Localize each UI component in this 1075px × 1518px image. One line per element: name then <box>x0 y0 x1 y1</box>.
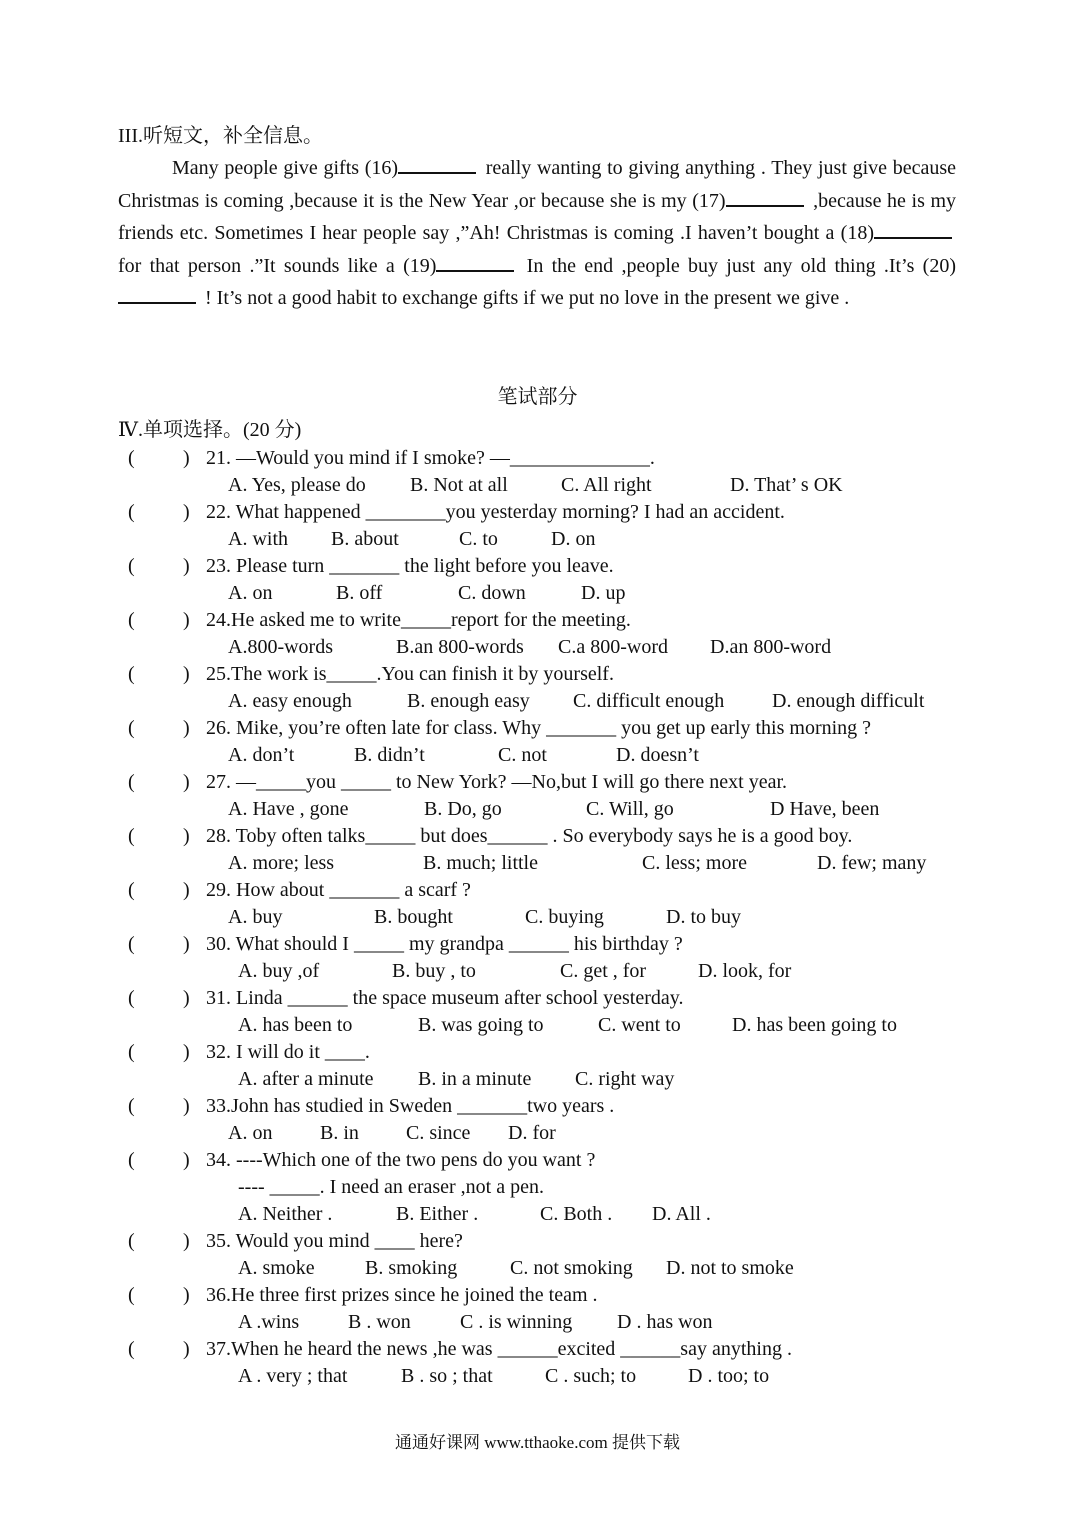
passage-text: really wanting to giving anything . They just give because Christmas is coming ,because it is the New Year ,or because she is my (17) <box>118 157 956 212</box>
written-part-title: 笔试部分 <box>497 386 578 408</box>
answer-option[interactable]: D . has won <box>617 1311 713 1333</box>
answer-option[interactable]: A. after a minute <box>238 1068 374 1090</box>
answer-paren-left[interactable]: ( <box>128 717 135 739</box>
answer-option[interactable]: A. with <box>228 528 288 550</box>
question-stem: 27. —_____you _____ to New York? —No,but I will go there next year. <box>206 771 788 793</box>
question-line <box>128 661 968 688</box>
answer-option[interactable]: B. much; little <box>423 852 538 874</box>
answer-option[interactable]: B. bought <box>374 906 453 928</box>
answer-paren-left[interactable]: ( <box>128 1284 135 1306</box>
answer-paren-right: ) <box>183 555 190 577</box>
question-stem: 37.When he heard the news ,he was ______excited ______say anything . <box>206 1338 792 1360</box>
answer-option[interactable]: D. up <box>581 582 626 604</box>
question-stem: 35. Would you mind ____ here? <box>206 1230 463 1252</box>
answer-option[interactable]: D. look, for <box>698 960 792 982</box>
answer-option[interactable]: D. has been going to <box>732 1014 897 1036</box>
question-item <box>128 1147 968 1228</box>
answer-option[interactable]: A. smoke <box>238 1257 315 1279</box>
answer-paren-right: ) <box>183 1149 190 1171</box>
answer-option[interactable]: D. doesn’t <box>616 744 699 766</box>
answer-option[interactable]: A .wins <box>238 1311 300 1333</box>
answer-option[interactable]: B. smoking <box>365 1257 458 1279</box>
question-line <box>128 607 968 634</box>
answer-paren-left[interactable]: ( <box>128 1149 135 1171</box>
answer-option[interactable]: C. All right <box>561 474 652 496</box>
answer-paren-right: ) <box>183 663 190 685</box>
footer-credit: 通通好课网 www.tthaoke.com 提供下载 <box>394 1433 681 1452</box>
answer-paren-right: ) <box>183 825 190 847</box>
answer-paren-left[interactable]: ( <box>128 1338 135 1360</box>
answer-paren-left[interactable]: ( <box>128 663 135 685</box>
listening-passage <box>118 152 956 315</box>
question-item <box>128 1093 968 1147</box>
answer-paren-right: ) <box>183 447 190 469</box>
answer-paren-right: ) <box>183 1230 190 1252</box>
answer-option[interactable]: C. since <box>406 1122 471 1144</box>
answer-paren-left[interactable]: ( <box>128 555 135 577</box>
question-stem: 21. —Would you mind if I smoke? —______________. <box>206 447 655 469</box>
question-stem: 26. Mike, you’re often late for class. Why _______ you get up early this morning ? <box>206 717 872 739</box>
answer-option[interactable]: C . such; to <box>545 1365 637 1387</box>
answer-option[interactable]: D. That’ s OK <box>730 474 843 496</box>
answer-option[interactable]: B. didn’t <box>354 744 425 766</box>
answer-option[interactable]: A. Yes, please do <box>228 474 366 496</box>
answer-paren-right: ) <box>183 987 190 1009</box>
answer-option[interactable]: D. All . <box>652 1203 711 1225</box>
question-line <box>128 931 968 958</box>
answer-option[interactable]: C. not <box>498 744 547 766</box>
question-stem: 33.John has studied in Sweden _______two years . <box>206 1095 615 1117</box>
answer-option[interactable]: B.an 800-words <box>396 636 524 658</box>
answer-blank[interactable] <box>436 254 514 272</box>
answer-paren-right: ) <box>183 879 190 901</box>
question-stem: 25.The work is_____.You can finish it by yourself. <box>206 663 614 685</box>
question-item <box>128 715 968 769</box>
passage-text: Many people give gifts (16) <box>172 157 399 179</box>
question-line <box>128 499 968 526</box>
answer-option[interactable]: B. Do, go <box>424 798 502 820</box>
answer-paren-right: ) <box>183 717 190 739</box>
answer-paren-left[interactable]: ( <box>128 933 135 955</box>
answer-paren-left[interactable]: ( <box>128 447 135 469</box>
question-item <box>128 607 968 661</box>
answer-option[interactable]: A. don’t <box>228 744 295 766</box>
answer-paren-right: ) <box>183 933 190 955</box>
options-row <box>128 742 968 769</box>
question-stem: 34. ----Which one of the two pens do you want ? <box>206 1149 596 1171</box>
question-line <box>128 1336 968 1363</box>
answer-option[interactable]: C. less; more <box>642 852 747 874</box>
question-stem: 29. How about _______ a scarf ? <box>206 879 471 901</box>
answer-paren-right: ) <box>183 771 190 793</box>
options-row <box>128 796 968 823</box>
question-item <box>128 1228 968 1282</box>
answer-option[interactable]: C. Will, go <box>586 798 674 820</box>
options-row <box>128 1012 968 1039</box>
answer-option[interactable]: B. Either . <box>396 1203 479 1225</box>
question-item <box>128 499 968 553</box>
answer-blank[interactable] <box>874 221 952 239</box>
question-stem: 22. What happened ________you yesterday morning? I had an accident. <box>206 501 785 523</box>
answer-blank[interactable] <box>726 189 804 207</box>
answer-option[interactable]: A. has been to <box>238 1014 353 1036</box>
answer-option[interactable]: C. went to <box>598 1014 681 1036</box>
answer-paren-left[interactable]: ( <box>128 501 135 523</box>
answer-option[interactable]: C.a 800-word <box>558 636 668 658</box>
answer-option[interactable]: A. buy <box>228 906 283 928</box>
answer-option[interactable]: A. Have , gone <box>228 798 349 820</box>
question-stem: 32. I will do it ____. <box>206 1041 370 1063</box>
answer-option[interactable]: D. for <box>508 1122 556 1144</box>
answer-paren-right: ) <box>183 501 190 523</box>
answer-option[interactable]: B. off <box>336 582 383 604</box>
question-line <box>128 1174 968 1201</box>
question-line <box>128 553 968 580</box>
answer-option[interactable]: B. enough easy <box>407 690 530 712</box>
options-row <box>128 1363 968 1390</box>
section3-heading: III.听短文，补全信息。 <box>118 125 323 147</box>
question-line <box>128 877 968 904</box>
answer-option[interactable]: B. in a minute <box>418 1068 532 1090</box>
question-line <box>128 985 968 1012</box>
question-stem: 28. Toby often talks_____ but does______ . So everybody says he is a good boy. <box>206 825 853 847</box>
answer-paren-left[interactable]: ( <box>128 825 135 847</box>
answer-option[interactable]: C. get , for <box>560 960 647 982</box>
answer-option[interactable]: B. Not at all <box>410 474 508 496</box>
options-row <box>128 580 968 607</box>
question-line <box>128 445 968 472</box>
section4-heading: Ⅳ.单项选择。(20 分) <box>118 419 302 441</box>
question-list <box>128 445 968 1390</box>
answer-option[interactable]: B. buy , to <box>392 960 476 982</box>
answer-paren-left[interactable]: ( <box>128 987 135 1009</box>
answer-option[interactable]: B. in <box>320 1122 359 1144</box>
answer-option[interactable]: A.800-words <box>228 636 333 658</box>
question-line <box>128 1228 968 1255</box>
question-line <box>128 1039 968 1066</box>
answer-option[interactable]: C . is winning <box>460 1311 573 1333</box>
answer-option[interactable]: D. not to smoke <box>666 1257 794 1279</box>
answer-paren-left[interactable]: ( <box>128 879 135 901</box>
passage-text: ! It’s not a good habit to exchange gifts if we put no love in the present we give . <box>200 287 850 309</box>
answer-paren-left[interactable]: ( <box>128 1095 135 1117</box>
answer-option[interactable]: A . very ; that <box>238 1365 348 1387</box>
answer-paren-left[interactable]: ( <box>128 1230 135 1252</box>
answer-blank[interactable] <box>118 286 196 304</box>
answer-option[interactable]: C. not smoking <box>510 1257 633 1279</box>
options-row <box>128 688 968 715</box>
answer-option[interactable]: D. to buy <box>666 906 741 928</box>
answer-option[interactable]: B. was going to <box>418 1014 544 1036</box>
options-row <box>128 634 968 661</box>
question-item <box>128 877 968 931</box>
answer-paren-left[interactable]: ( <box>128 1041 135 1063</box>
question-item <box>128 1039 968 1093</box>
answer-blank[interactable] <box>398 156 476 174</box>
answer-option[interactable]: C. difficult enough <box>573 690 725 712</box>
options-row <box>128 1066 968 1093</box>
answer-paren-right: ) <box>183 1284 190 1306</box>
answer-paren-left[interactable]: ( <box>128 771 135 793</box>
answer-option[interactable]: D. few; many <box>817 852 927 874</box>
question-stem: 31. Linda ______ the space museum after school yesterday. <box>206 987 684 1009</box>
options-row <box>128 904 968 931</box>
answer-option[interactable]: B . won <box>348 1311 411 1333</box>
answer-option[interactable]: A. buy ,of <box>238 960 320 982</box>
question-line <box>128 715 968 742</box>
answer-option[interactable]: D.an 800-word <box>710 636 832 658</box>
question-item <box>128 445 968 499</box>
question-item <box>128 769 968 823</box>
answer-option[interactable]: A. on <box>228 582 273 604</box>
question-item <box>128 985 968 1039</box>
answer-option[interactable]: B . so ; that <box>401 1365 493 1387</box>
answer-option[interactable]: D. enough difficult <box>772 690 925 712</box>
passage-text: In the end ,people buy just any old thing .It’s (20) <box>518 254 956 277</box>
answer-option[interactable]: C. right way <box>575 1068 675 1090</box>
answer-option[interactable]: D . too; to <box>688 1365 770 1387</box>
answer-paren-right: ) <box>183 1095 190 1117</box>
answer-option[interactable]: C. down <box>458 582 526 604</box>
options-row <box>128 526 968 553</box>
options-row <box>128 472 968 499</box>
answer-paren-left[interactable]: ( <box>128 609 135 631</box>
answer-option[interactable]: A. more; less <box>228 852 335 874</box>
answer-paren-right: ) <box>183 1041 190 1063</box>
question-stem: 24.He asked me to write_____report for the meeting. <box>206 609 631 631</box>
question-line <box>128 1147 968 1174</box>
options-row <box>128 850 968 877</box>
question-line <box>128 823 968 850</box>
options-row <box>128 1120 968 1147</box>
answer-option[interactable]: D. on <box>551 528 596 550</box>
answer-option[interactable]: A. easy enough <box>228 690 352 712</box>
options-row <box>128 1255 968 1282</box>
passage-text: ,because he is my friends etc. Sometimes I hear people say ,”Ah! Christmas is coming .I haven’t bought a (18) <box>118 189 956 244</box>
question-item <box>128 931 968 985</box>
options-row <box>128 958 968 985</box>
answer-option[interactable]: C. buying <box>525 906 604 928</box>
answer-paren-right: ) <box>183 1338 190 1360</box>
question-line <box>128 1282 968 1309</box>
question-item <box>128 823 968 877</box>
question-stem: 30. What should I _____ my grandpa ______ his birthday ? <box>206 933 683 955</box>
question-line <box>128 769 968 796</box>
question-stem: 23. Please turn _______ the light before you leave. <box>206 555 614 577</box>
answer-paren-right: ) <box>183 609 190 631</box>
passage-text: for that person .”It sounds like a (19) <box>118 254 437 277</box>
question-stem: 36.He three first prizes since he joined the team . <box>206 1284 598 1306</box>
answer-option[interactable]: A. Neither . <box>238 1203 333 1225</box>
question-item <box>128 1282 968 1336</box>
question-item <box>128 661 968 715</box>
options-row <box>128 1201 968 1228</box>
question-item <box>128 553 968 607</box>
question-stem: ---- _____. I need an eraser ,not a pen. <box>238 1176 544 1198</box>
options-row <box>128 1309 968 1336</box>
answer-option[interactable]: B. about <box>331 528 399 550</box>
question-item <box>128 1336 968 1390</box>
answer-option[interactable]: A. on <box>228 1122 273 1144</box>
question-line <box>128 1093 968 1120</box>
answer-option[interactable]: C. to <box>459 528 498 550</box>
answer-option[interactable]: D Have, been <box>770 798 880 820</box>
answer-option[interactable]: C. Both . <box>540 1203 613 1225</box>
